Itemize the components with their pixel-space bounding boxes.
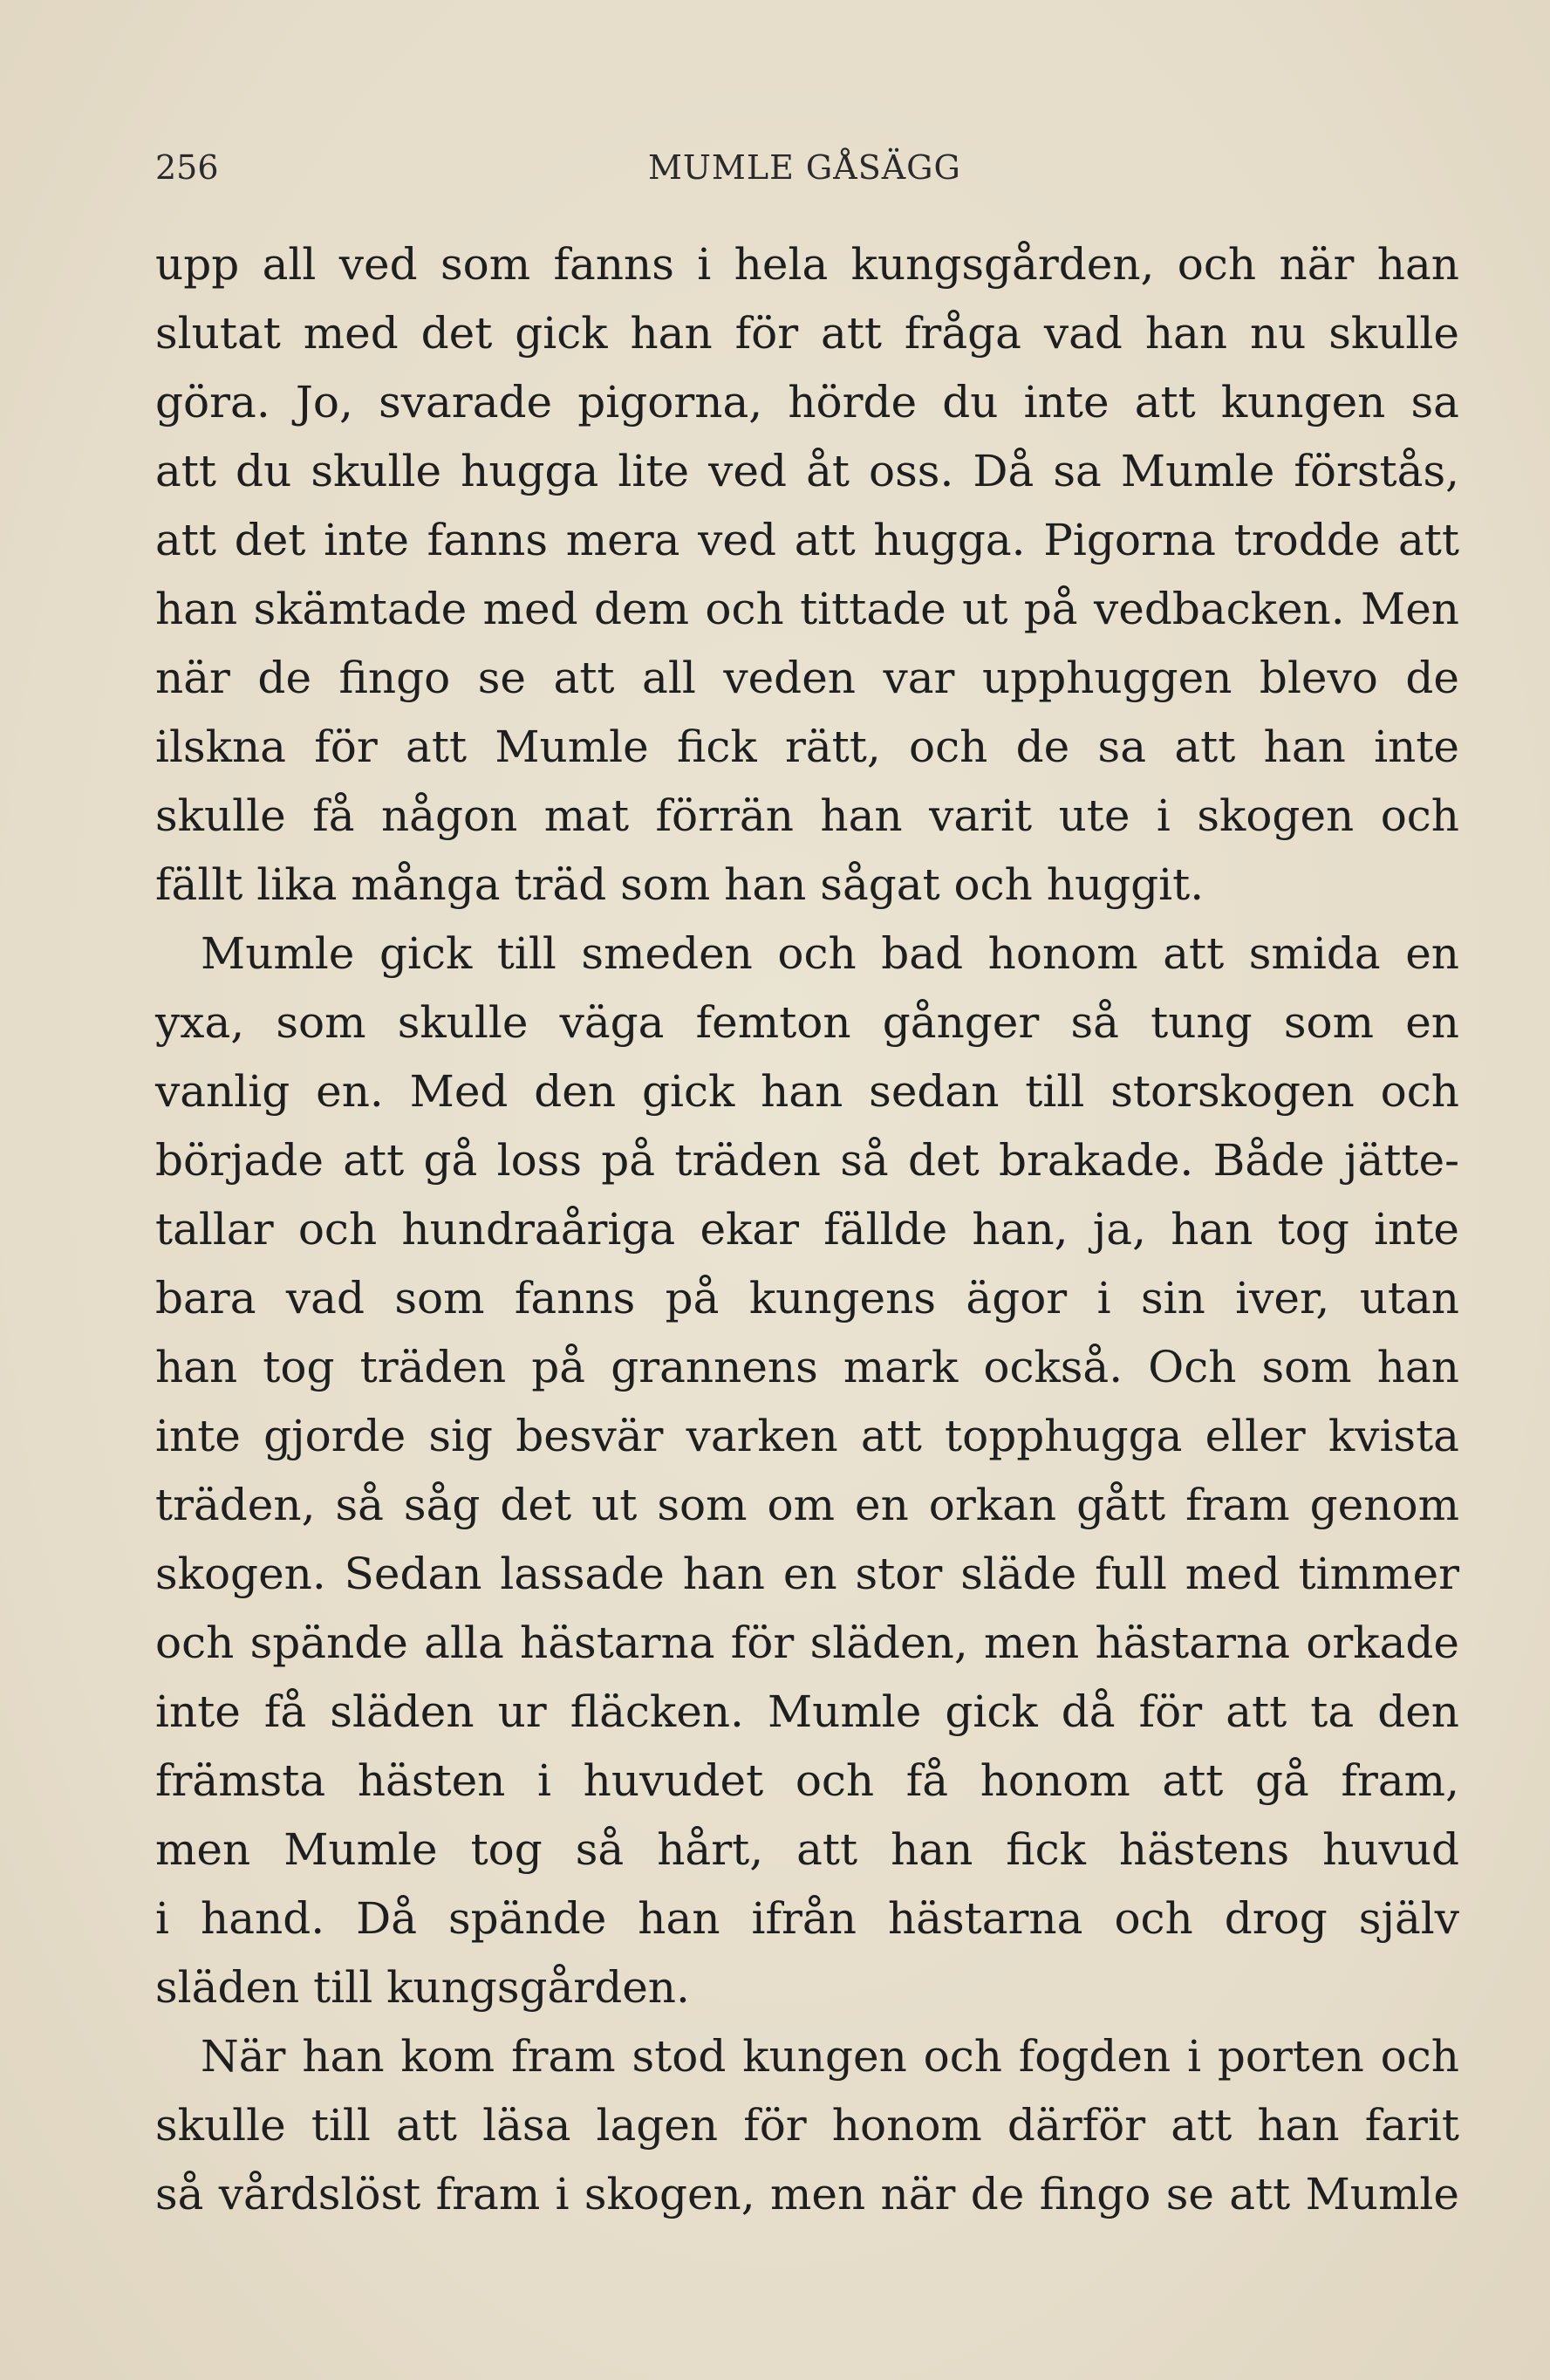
text-line: när de fingo se att all veden var upphuggen blevo de: [155, 653, 1459, 703]
text-line: så vårdslöst fram i skogen, men när de fingo se att Mumle: [155, 2169, 1459, 2219]
text-line: han tog träden på grannens mark också. Och som han: [155, 1342, 1459, 1392]
text-line: men Mumle tog så hårt, att han fick hästens huvud: [155, 1824, 1459, 1875]
text-line: började att gå loss på träden så det brakade. Både jätte-: [155, 1135, 1459, 1186]
paragraph: [155, 920, 1459, 2022]
text-line: tallar och hundraåriga ekar fällde han, ja, han tog inte: [155, 1204, 1459, 1255]
text-line: Mumle gick till smeden och bad honom att smida en: [201, 928, 1459, 979]
running-title: MUMLE GÅSÄGG: [648, 148, 961, 187]
text-line: fällt lika många träd som han sågat och huggit.: [155, 859, 1205, 910]
page-header: [155, 148, 1464, 201]
text-line: vanlig en. Med den gick han sedan till storskogen och: [155, 1066, 1459, 1117]
text-line: han skämtade med dem och tittade ut på vedbacken. Men: [155, 584, 1459, 634]
text-line: slutat med det gick han för att fråga vad han nu skulle: [155, 308, 1459, 359]
text-line: skogen. Sedan lassade han en stor släde full med timmer: [155, 1549, 1459, 1599]
text-line: yxa, som skulle väga femton gånger så tung som en: [155, 997, 1459, 1048]
text-line: skulle till att läsa lagen för honom därför att han farit: [155, 2100, 1459, 2151]
text-line: att det inte fanns mera ved att hugga. Pigorna trodde att: [155, 515, 1459, 565]
text-line: och spände alla hästarna för släden, men hästarna orkade: [155, 1617, 1459, 1668]
text-line: upp all ved som fanns i hela kungsgården, och när han: [155, 239, 1459, 290]
text-line: främsta hästen i huvudet och få honom att gå fram,: [155, 1755, 1459, 1806]
text-line: När han kom fram stod kungen och fogden i porten och: [201, 2031, 1459, 2082]
paragraph: [155, 230, 1459, 920]
text-line: inte få släden ur fläcken. Mumle gick då för att ta den: [155, 1686, 1459, 1737]
text-line: i hand. Då spände han ifrån hästarna och drog själv: [155, 1893, 1459, 1944]
paragraph: [155, 2022, 1459, 2229]
text-line: göra. Jo, svarade pigorna, hörde du inte att kungen sa: [155, 377, 1459, 427]
text-line: skulle få någon mat förrän han varit ute i skogen och: [155, 790, 1459, 841]
text-line: bara vad som fanns på kungens ägor i sin iver, utan: [155, 1273, 1459, 1323]
text-line: släden till kungsgården.: [155, 1962, 690, 2013]
text-line: ilskna för att Mumle fick rätt, och de sa att han inte: [155, 722, 1459, 772]
text-line: att du skulle hugga lite ved åt oss. Då sa Mumle förstås,: [155, 446, 1459, 496]
body-text: [155, 230, 1459, 2229]
text-line: träden, så såg det ut som om en orkan gått fram genom: [155, 1480, 1459, 1530]
page-number: 256: [155, 148, 219, 187]
text-line: inte gjorde sig besvär varken att topphugga eller kvista: [155, 1411, 1459, 1461]
